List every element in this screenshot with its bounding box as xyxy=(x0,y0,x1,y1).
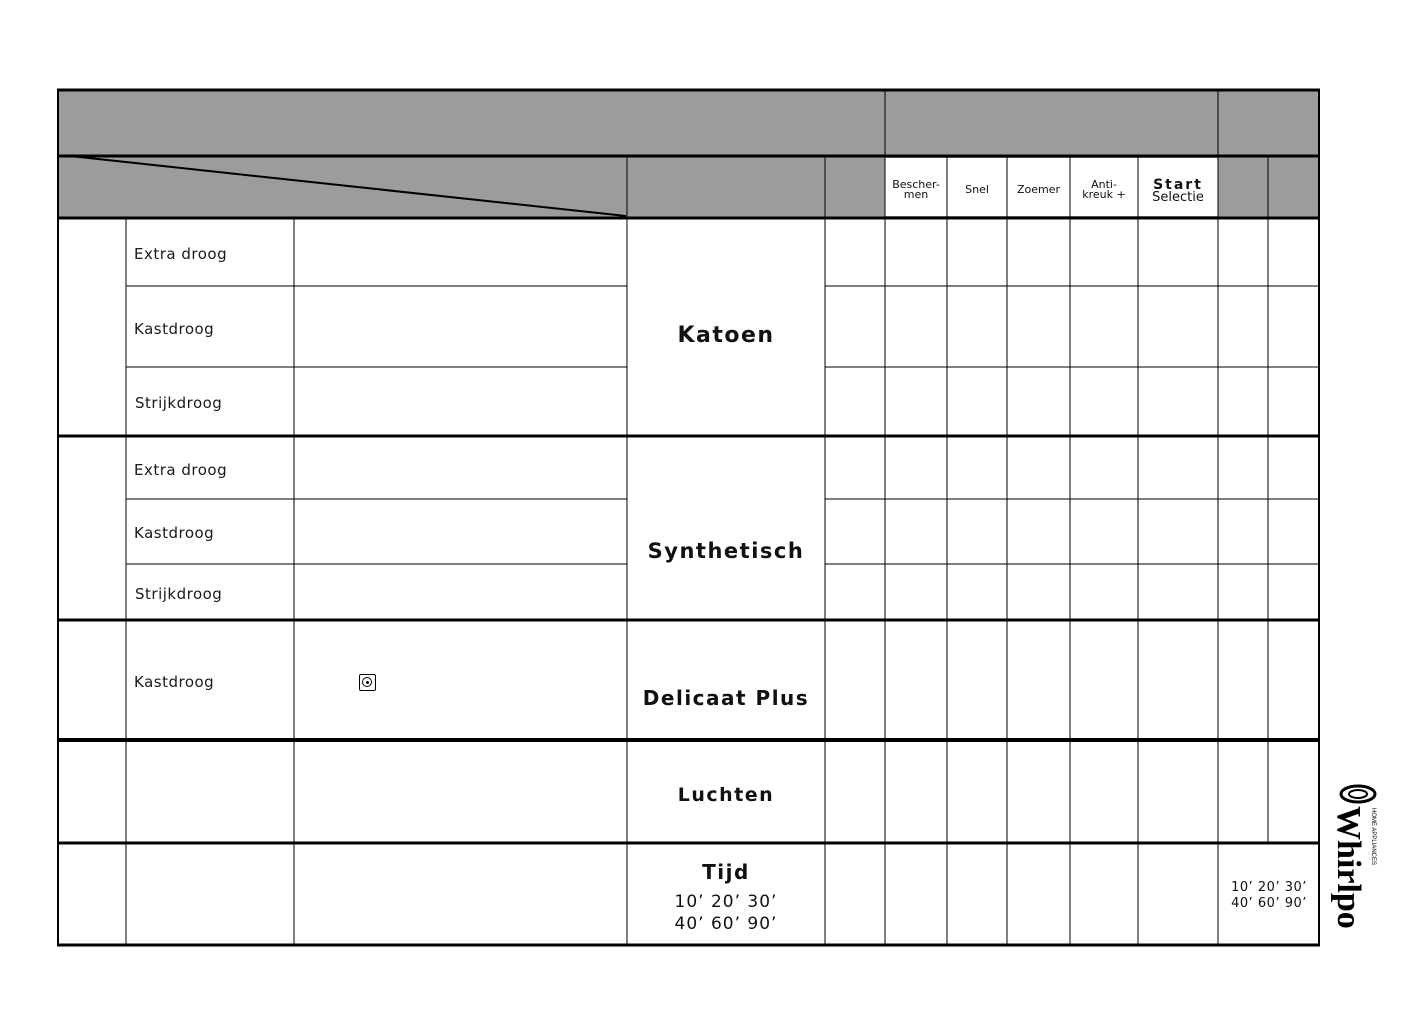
logo-wordmark: Whirlpool xyxy=(1330,806,1367,930)
header-option-protect: Bescher- men xyxy=(892,178,940,201)
program-tijd: Tijd xyxy=(702,860,750,884)
tijd-times: 10’ 20’ 30’ 40’ 60’ 90’ xyxy=(674,892,778,934)
synthetisch-kastdroog: Kastdroog xyxy=(134,524,215,542)
program-synthetisch: Synthetisch xyxy=(647,539,805,563)
whirlpool-logo xyxy=(1330,780,1400,930)
synthetisch-extra-droog: Extra droog xyxy=(134,461,228,479)
katoen-strijkdroog: Strijkdroog xyxy=(135,394,223,412)
header-option-anticrease: Anti- kreuk + xyxy=(1082,178,1126,201)
header-option-fast: Snel xyxy=(965,183,989,196)
program-katoen: Katoen xyxy=(677,323,775,348)
program-delicaat-plus: Delicaat Plus xyxy=(642,686,810,710)
header-option-buzzer: Zoemer xyxy=(1016,183,1061,196)
header-option-start: Start Selectie xyxy=(1152,177,1204,205)
timer-dot-icon xyxy=(359,674,376,691)
katoen-extra-droog: Extra droog xyxy=(134,245,228,263)
logo-tagline: HOME APPLIANCES xyxy=(1370,808,1376,866)
whirlpool-swirl-icon xyxy=(1330,780,1400,930)
side-times: 10’ 20’ 30’ 40’ 60’ 90’ xyxy=(1231,880,1307,911)
katoen-kastdroog: Kastdroog xyxy=(134,320,215,338)
synthetisch-strijkdroog: Strijkdroog xyxy=(135,585,223,603)
program-luchten: Luchten xyxy=(677,784,775,806)
delicaat-kastdroog: Kastdroog xyxy=(134,673,215,691)
